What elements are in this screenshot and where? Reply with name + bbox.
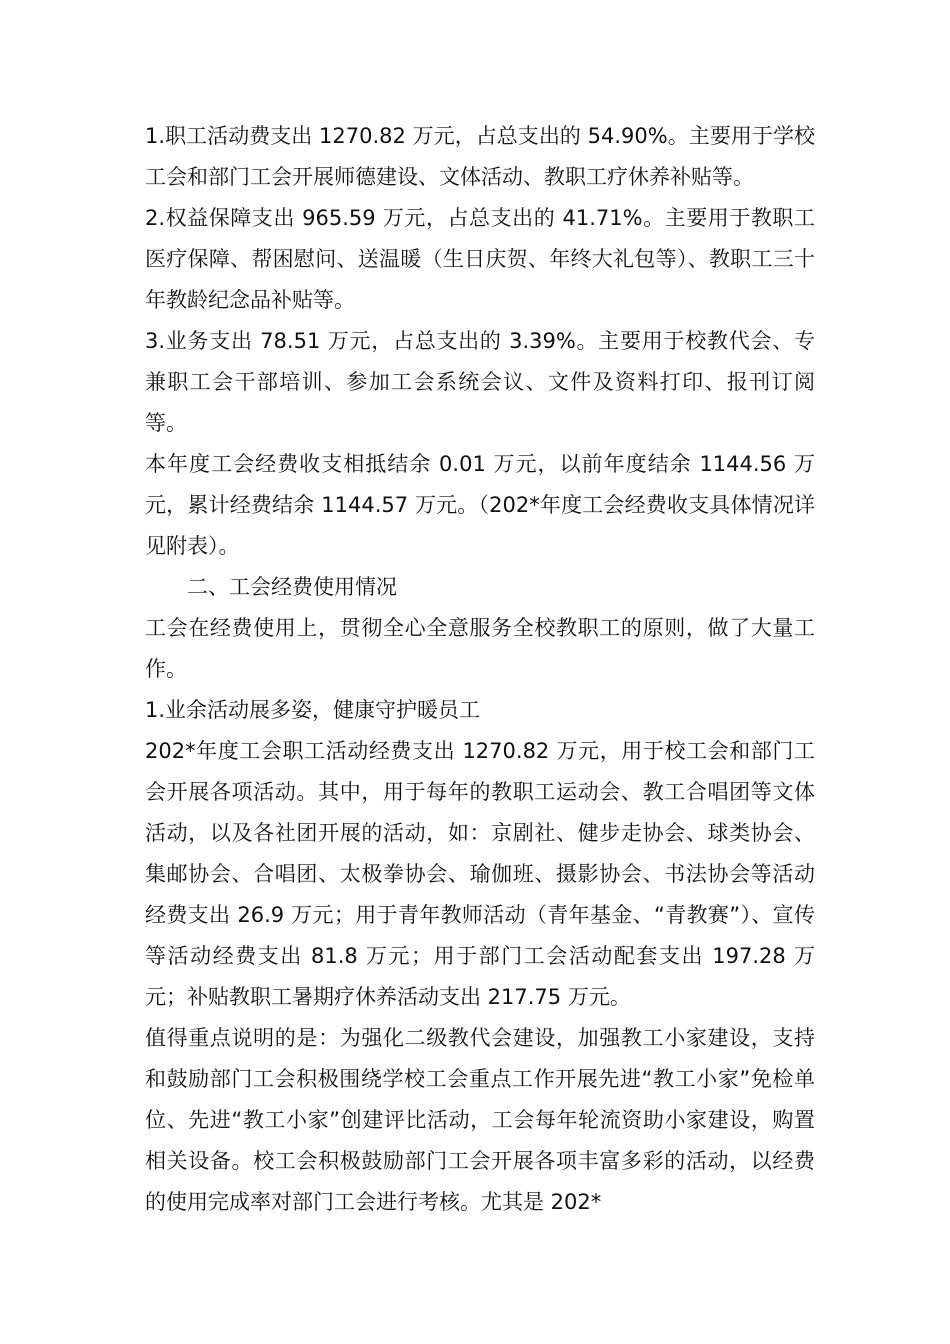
document-body xyxy=(145,116,815,1223)
paragraph-fund-usage-intro: 工会在经费使用上，贯彻全心全意服务全校教职工的原则，做了大量工作。 xyxy=(145,616,815,681)
section-heading-fund-usage: 二、工会经费使用情况 xyxy=(187,575,397,599)
paragraph-staff-activity-expense: 1.职工活动费支出 1270.82 万元，占总支出的 54.90%。主要用于学校工会和部门工会开展师德建设、文体活动、教职工疗休养补贴等。 xyxy=(145,124,815,189)
paragraph-key-explanation: 值得重点说明的是：为强化二级教代会建设，加强教工小家建设，支持和鼓励部门工会积极围绕学校工会重点工作开展先进“教工小家”免检单位、先进“教工小家”创建评比活动，工会每年轮流资助小家建设，购置相关设备。校工会积极鼓励部门工会开展各项丰富多彩的活动，以经费的使用完成率对部门工会进行考核。尤其是 202* xyxy=(145,1026,815,1214)
subheading-leisure-activities: 1.业余活动展多姿，健康守护暖员工 xyxy=(145,698,481,722)
paragraph-rights-protection-expense: 2.权益保障支出 965.59 万元，占总支出的 41.71%。主要用于教职工医疗保障、帮困慰问、送温暖（生日庆贺、年终大礼包等）、教职工三十年教龄纪念品补贴等。 xyxy=(145,206,815,312)
paragraph-annual-balance: 本年度工会经费收支相抵结余 0.01 万元，以前年度结余 1144.56 万元，累计经费结余 1144.57 万元。（202*年度工会经费收支具体情况详见附表）。 xyxy=(145,452,815,558)
paragraph-business-expense: 3.业务支出 78.51 万元，占总支出的 3.39%。主要用于校教代会、专兼职工会干部培训、参加工会系统会议、文件及资料打印、报刊订阅等。 xyxy=(145,329,815,435)
paragraph-activity-details: 202*年度工会职工活动经费支出 1270.82 万元，用于校工会和部门工会开展各项活动。其中，用于每年的教职工运动会、教工合唱团等文体活动，以及各社团开展的活动，如：京剧社、健步走协会、球类协会、集邮协会、合唱团、太极拳协会、瑜伽班、摄影协会、书法协会等活动经费支出 26.9 万元；用于青年教师活动（青年基金、“青教赛”）、宣传等活动经费支出 81.8 万元；用于部门工会活动配套支出 197.28 万元；补贴教职工暑期疗休养活动支出 217.75 万元。 xyxy=(145,739,815,1009)
